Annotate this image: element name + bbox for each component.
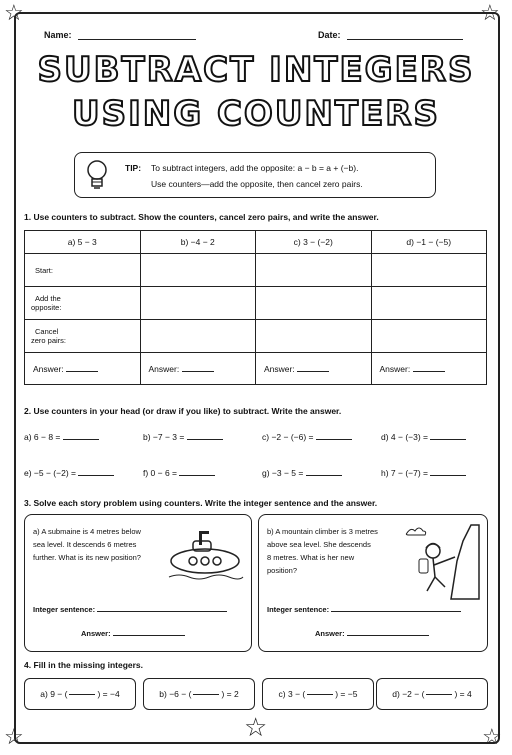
missing-integer-box[interactable] xyxy=(143,678,255,710)
problem-item[interactable] xyxy=(262,432,352,442)
tip-label: TIP: xyxy=(125,163,142,173)
story-box-a xyxy=(24,514,252,652)
cell-start[interactable] xyxy=(371,254,487,287)
name-field[interactable] xyxy=(44,30,196,40)
answer-label: Answer: xyxy=(148,363,180,374)
story-answer-field[interactable] xyxy=(315,629,429,638)
story-a-line-2: sea level. It descends 6 metres xyxy=(33,540,137,549)
section-2-heading: 2. Use counters in your head (or draw if you like) to subtract. Write the answer. xyxy=(24,406,342,416)
section-3-heading: 3. Solve each story problem using counters. Write the integer sentence and the answer. xyxy=(24,498,378,508)
cell-add-opposite[interactable] xyxy=(371,287,487,320)
cell-cancel[interactable] xyxy=(140,320,256,353)
lightbulb-icon xyxy=(83,157,111,193)
problem-item[interactable] xyxy=(24,468,114,478)
counters-table xyxy=(24,230,487,385)
row-label-cancel: zero pairs: xyxy=(31,336,67,345)
cell-cancel[interactable] xyxy=(25,320,141,353)
cell-start[interactable] xyxy=(140,254,256,287)
fill-post: ) = 2 xyxy=(221,689,239,699)
story-answer-field[interactable] xyxy=(81,629,185,638)
star-icon: ☆ xyxy=(4,0,24,25)
column-header: c) 3 − (−2) xyxy=(256,231,372,254)
submarine-icon xyxy=(165,523,245,583)
story-b-line-1: b) A mountain climber is 3 metres xyxy=(267,527,378,536)
problem-item[interactable] xyxy=(381,468,466,478)
problem-text: b) −7 − 3 = xyxy=(143,432,185,442)
cell-add-opposite[interactable] xyxy=(25,287,141,320)
missing-integer-box[interactable] xyxy=(24,678,136,710)
fill-post: ) = 4 xyxy=(454,689,472,699)
cell-start[interactable] xyxy=(25,254,141,287)
cell-add-opposite[interactable] xyxy=(140,287,256,320)
column-header: b) −4 − 2 xyxy=(140,231,256,254)
cell-cancel[interactable] xyxy=(256,320,372,353)
problem-text: d) 4 − (−3) = xyxy=(381,432,429,442)
problem-item[interactable] xyxy=(143,468,215,478)
story-a-line-1: a) A submaine is 4 metres below xyxy=(33,527,141,536)
climber-icon xyxy=(401,521,481,601)
problem-item[interactable] xyxy=(143,432,223,442)
story-box-b xyxy=(258,514,488,652)
problem-text: f) 0 − 6 = xyxy=(143,468,178,478)
star-icon: ☆ xyxy=(244,712,268,742)
section-4-heading: 4. Fill in the missing integers. xyxy=(24,660,144,670)
row-label-start: Start: xyxy=(35,265,53,275)
integer-sentence-field[interactable] xyxy=(33,605,227,614)
name-label: Name: xyxy=(44,30,72,40)
fill-pre: d) −2 − ( xyxy=(392,689,425,699)
page-title: SUBTRACT INTEGERS xyxy=(37,50,475,90)
date-label: Date: xyxy=(318,30,341,40)
date-field[interactable] xyxy=(318,30,463,40)
problem-item[interactable] xyxy=(24,432,99,442)
row-label-add: opposite: xyxy=(31,303,62,312)
tip-line-1: To subtract integers, add the opposite: a − b = a + (−b). xyxy=(151,163,359,173)
column-header: d) −1 − (−5) xyxy=(371,231,487,254)
star-icon: ☆ xyxy=(480,0,500,25)
problem-item[interactable] xyxy=(381,432,466,442)
answer-cell[interactable] xyxy=(140,353,256,385)
story-answer-label: Answer: xyxy=(315,629,345,638)
fill-pre: c) 3 − ( xyxy=(278,689,306,699)
star-icon: ☆ xyxy=(4,724,24,749)
problem-text: e) −5 − (−2) = xyxy=(24,468,76,478)
answer-label: Answer: xyxy=(379,363,411,374)
fill-post: ) = −5 xyxy=(335,689,358,699)
tip-box xyxy=(74,152,436,198)
fill-pre: b) −6 − ( xyxy=(159,689,192,699)
problem-text: c) −2 − (−6) = xyxy=(262,432,314,442)
answer-label: Answer: xyxy=(264,363,295,374)
row-label-add: Add the xyxy=(35,294,61,303)
missing-integer-box[interactable] xyxy=(262,678,374,710)
answer-cell[interactable] xyxy=(25,353,141,385)
problem-item[interactable] xyxy=(262,468,342,478)
fill-pre: a) 9 − ( xyxy=(40,689,68,699)
integer-sentence-label: Integer sentence: xyxy=(33,605,96,614)
star-icon: ☆ xyxy=(482,724,502,749)
tip-line-2: Use counters—add the opposite, then cancel zero pairs. xyxy=(151,179,363,189)
story-b-line-4: position? xyxy=(267,566,298,575)
missing-integer-box[interactable] xyxy=(376,678,488,710)
page-subtitle: USING COUNTERS xyxy=(72,94,440,134)
story-b-line-2: above sea level. She descends xyxy=(267,540,371,549)
integer-sentence-label: Integer sentence: xyxy=(267,605,330,614)
cell-add-opposite[interactable] xyxy=(256,287,372,320)
section-1-heading: 1. Use counters to subtract. Show the counters, cancel zero pairs, and write the answer. xyxy=(24,212,379,222)
problem-text: g) −3 − 5 = xyxy=(262,468,304,478)
row-label-cancel: Cancel xyxy=(35,327,59,336)
cell-start[interactable] xyxy=(256,254,372,287)
fill-post: ) = −4 xyxy=(97,689,120,699)
answer-label: Answer: xyxy=(33,363,64,374)
cell-cancel[interactable] xyxy=(371,320,487,353)
problem-text: h) 7 − (−7) = xyxy=(381,468,429,478)
story-a-line-3: further. What is its new position? xyxy=(33,553,141,562)
answer-cell[interactable] xyxy=(256,353,372,385)
story-b-line-3: 8 metres. What is her new xyxy=(267,553,355,562)
column-header: a) 5 − 3 xyxy=(25,231,141,254)
problem-text: a) 6 − 8 = xyxy=(24,432,61,442)
answer-cell[interactable] xyxy=(371,353,487,385)
integer-sentence-field[interactable] xyxy=(267,605,461,614)
story-answer-label: Answer: xyxy=(81,629,111,638)
